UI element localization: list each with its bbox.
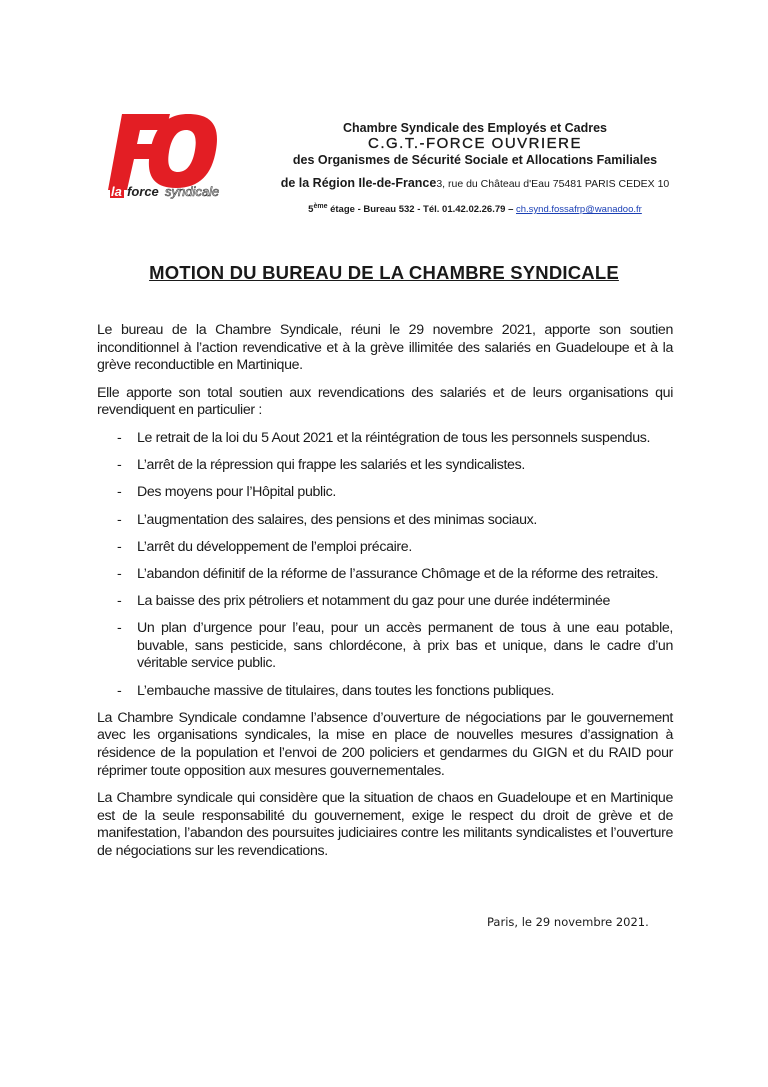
- letterhead: [240, 120, 710, 218]
- list-item: [97, 512, 673, 530]
- letterhead-line3: des Organismes de Sécurité Sociale et Allocations Familiales: [292, 153, 658, 167]
- bullet-dash: -: [117, 565, 122, 582]
- bullet-dash: -: [117, 429, 122, 446]
- list-item-text: Un plan d’urgence pour l’eau, pour un accès permanent de tous à une eau potable, buvable, sans pesticide, sans chlordécone, à prix bas et unique, dans le cadre d’un véritable service public.: [137, 620, 673, 672]
- bullet-dash: -: [117, 593, 122, 610]
- letterhead-address: 3, rue du Château d'Eau 75481 PARIS CEDEX 10: [436, 178, 670, 190]
- letterhead-org: C.G.T.-FORCE OUVRIERE: [367, 135, 582, 152]
- list-item: [97, 683, 673, 701]
- bullet-dash: -: [117, 457, 122, 474]
- page-title: MOTION DU BUREAU DE LA CHAMBRE SYNDICALE: [149, 262, 619, 283]
- list-item: [97, 430, 673, 448]
- letterhead-line1: Chambre Syndicale des Employés et Cadres: [343, 121, 607, 135]
- demands-list: [97, 430, 673, 700]
- letterhead-line4: [240, 175, 710, 192]
- list-item: [97, 484, 673, 502]
- svg-text:la: la: [111, 184, 122, 199]
- list-item-text: L’arrêt du développement de l’emploi précaire.: [137, 538, 412, 555]
- list-item-text: Le retrait de la loi du 5 Aout 2021 et la réintégration de tous les personnels suspendus.: [137, 429, 651, 446]
- list-item: [97, 566, 673, 584]
- bullet-dash: -: [117, 682, 122, 699]
- list-item-text: L’arrêt de la répression qui frappe les salariés et les syndicalistes.: [137, 457, 525, 474]
- paragraph: La Chambre Syndicale condamne l’absence d’ouverture de négociations par le gouvernement avec les organisations syndicales, la mise en place de nouvelles mesures d’assignation à résidence de la population et l’envoi de 200 policiers et gendarmes du GIGN et du RAID pour réprimer toute opposition aux mesures gouvernementales.: [97, 709, 673, 779]
- list-item-text: L’augmentation des salaires, des pensions et des minimas sociaux.: [137, 511, 537, 528]
- letterhead-floor-sup: ème: [313, 203, 328, 210]
- list-item-text: L’abandon définitif de la réforme de l’assurance Chômage et de la réforme des retraites.: [137, 565, 659, 582]
- list-item-text: Des moyens pour l’Hôpital public.: [137, 484, 336, 501]
- letterhead-floor: 5: [308, 204, 314, 216]
- svg-text:syndicale: syndicale: [165, 184, 220, 199]
- paragraph: Le bureau de la Chambre Syndicale, réuni le 29 novembre 2021, apporte son soutien inconditionnel à l’action revendicative et à la grève illimitée des salariés en Guadeloupe et à la grève reconductible en Martinique.: [97, 322, 673, 374]
- bullet-dash: -: [117, 484, 122, 501]
- email-link[interactable]: ch.synd.fossafrp@wanadoo.fr: [516, 204, 642, 216]
- list-item: [97, 539, 673, 557]
- fo-logo: [108, 112, 226, 202]
- bullet-dash: -: [117, 538, 122, 555]
- letterhead-region: de la Région Ile-de-France: [280, 176, 437, 190]
- bullet-dash: -: [117, 511, 122, 528]
- paragraph: La Chambre syndicale qui considère que la situation de chaos en Guadeloupe et en Martinique est de la seule responsabilité du gouvernement, exige le respect du droit de grève et de manifestation, l’abandon des poursuites judiciaires contre les militants syndicalistes et l’ouverture de négociations sur les revendications.: [97, 790, 673, 859]
- list-item-text: L’embauche massive de titulaires, dans toutes les fonctions publiques.: [137, 682, 555, 699]
- paragraph: Elle apporte son total soutien aux revendications des salariés et de leurs organisations qui revendiquent en particulier :: [97, 384, 673, 419]
- signature-date: Paris, le 29 novembre 2021.: [487, 915, 649, 929]
- svg-text:force: force: [127, 184, 159, 199]
- letterhead-line5: [240, 199, 710, 218]
- list-item: [97, 593, 673, 611]
- motion-body: [97, 322, 673, 871]
- list-item: [97, 457, 673, 475]
- letterhead-contact: étage - Bureau 532 - Tél. 01.42.02.26.79 –: [327, 204, 516, 216]
- list-item: [97, 620, 673, 673]
- list-item-text: La baisse des prix pétroliers et notamment du gaz pour une durée indéterminée: [137, 593, 611, 610]
- bullet-dash: -: [117, 620, 122, 637]
